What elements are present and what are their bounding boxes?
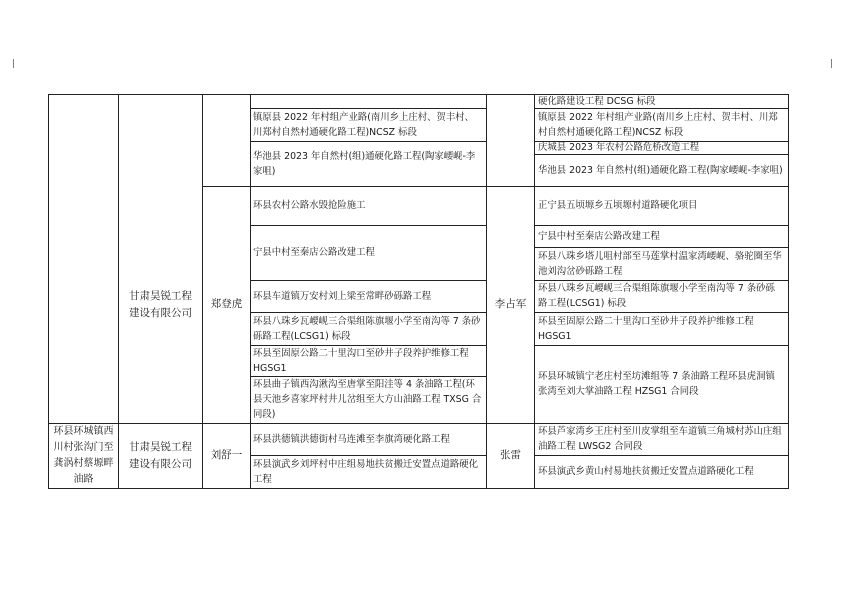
- person-name: 张雷: [500, 449, 521, 461]
- right-project-text: 正宁县五顷塬乡五顷塬村道路硬化项目: [538, 200, 698, 211]
- company-cell: [119, 186, 202, 423]
- table-border-bottom: [48, 488, 789, 489]
- right-project-cell: [538, 94, 784, 108]
- right-project-cell: [538, 345, 784, 423]
- right-project-text: 华池县 2023 年自然村(组)通硬化路工程(陶家崾岘-李家咀): [538, 164, 783, 176]
- left-project-cell: [253, 141, 483, 186]
- edge-mark-right: |: [830, 59, 834, 69]
- right-project-cell: [538, 312, 784, 345]
- left-project-cell: [253, 376, 483, 423]
- route-name: 环县环城镇西川村张沟门至龚涡村蔡塬畔油路: [53, 425, 114, 485]
- right-project-text: 环县至固原公路二十里沟口至砂井子段养护维修工程 HGSG1: [538, 315, 754, 342]
- person-cell-right: [487, 423, 534, 488]
- left-project-text: 环县演武乡刘坪村中庄组易地扶贫搬迁安置点道路硬化工程: [253, 458, 479, 485]
- left-project-text: 环县至固原公路二十里沟口至砂井子段养护维修工程 HGSG1: [253, 347, 469, 374]
- company-name: 甘肃昊锐工程建设有限公司: [129, 440, 192, 470]
- left-project-text: 镇原县 2022 年村组产业路(南川乡上庄村、贺丰村、川郑村自然村通硬化路工程)NCSZ 标段: [253, 111, 474, 138]
- right-project-cell: [538, 455, 784, 488]
- company-cell: [119, 423, 202, 488]
- edge-mark-left: |: [12, 59, 16, 69]
- person-cell-left: [203, 186, 250, 423]
- right-project-text: 硬化路建设工程 DCSG 标段: [538, 95, 656, 107]
- left-project-text: 宁县中村至秦店公路改建工程: [253, 247, 375, 258]
- person-cell-right: [487, 186, 534, 423]
- right-project-text: 庆城县 2023 年农村公路危桥改造工程: [538, 142, 700, 153]
- person-cell-left: [203, 423, 250, 488]
- left-project-cell: [253, 108, 483, 141]
- right-project-cell: [538, 280, 784, 312]
- left-project-text: 环县车道镇万安村刘上梁至常畔砂砾路工程: [253, 290, 432, 302]
- table-border-right: [788, 94, 789, 489]
- left-project-cell: [253, 423, 483, 455]
- company-name: 甘肃昊锐工程建设有限公司: [129, 289, 192, 319]
- left-project-cell: [253, 345, 483, 376]
- person-name: 李占军: [494, 298, 527, 310]
- left-project-cell: [253, 312, 483, 345]
- right-project-text: 环县演武乡黄山村易地扶贫搬迁安置点道路硬化工程: [538, 466, 754, 477]
- person-name: 刘舒一: [210, 449, 243, 461]
- right-project-text: 环县环城镇宁老庄村至坊滩组等 7 条油路工程环县虎洞镇张湾至刘大掌油路工程 HZSG1 合同段: [538, 371, 775, 397]
- right-project-cell: [538, 141, 784, 154]
- person-name: 郑登虎: [210, 298, 243, 310]
- right-project-cell: [538, 423, 784, 455]
- route-cell: [49, 423, 118, 488]
- left-project-text: 环县农村公路水毁抢险施工: [253, 200, 366, 211]
- col-divider-3: [250, 94, 251, 489]
- right-project-cell: [538, 186, 784, 225]
- right-project-cell: [538, 247, 784, 280]
- right-project-text: 镇原县 2022 年村组产业路(南川乡上庄村、贺丰村、川郑村自然村通硬化路工程)NCSZ 标段: [538, 111, 778, 138]
- right-project-text: 环县芦家湾乡王庄村至川皮掌组至车道镇三角城村苏山庄组油路工程 LWSG2 合同段: [538, 426, 782, 452]
- left-project-cell: [253, 280, 483, 312]
- left-project-cell: [253, 186, 483, 225]
- left-project-cell: [253, 455, 483, 488]
- left-project-cell: [253, 225, 483, 280]
- right-project-cell: [538, 108, 784, 141]
- right-project-cell: [538, 154, 784, 186]
- right-project-text: 环县八珠乡塔儿咀村部至马莲掌村温家湾崾岘、骆驼圈至华池刘沟岔砂砾路工程: [538, 250, 782, 277]
- left-project-text: 环县洪德镇洪德街村马连滩至李旗湾硬化路工程: [253, 433, 450, 445]
- left-project-text: 环县八珠乡瓦崾岘三合渠组陈旗堰小学至南沟等 7 条砂砾路工程(LCSG1) 标段: [253, 315, 481, 342]
- left-project-text: 华池县 2023 年自然村(组)通硬化路工程(陶家崾岘-李家咀): [253, 150, 476, 177]
- right-project-cell: [538, 225, 784, 247]
- left-project-text: 环县曲子镇西沟湫沟至唐掌至阳洼等 4 条油路工程(环县天池乡喜家坪村井儿岔组至大方山油路工程 TXSG 合同段): [253, 379, 482, 420]
- right-project-text: 宁县中村至秦店公路改建工程: [538, 230, 660, 242]
- right-project-text: 环县八珠乡瓦崾岘三合渠组陈旗堰小学至南沟等 7 条砂砾路工程(LCSG1) 标段: [538, 283, 775, 309]
